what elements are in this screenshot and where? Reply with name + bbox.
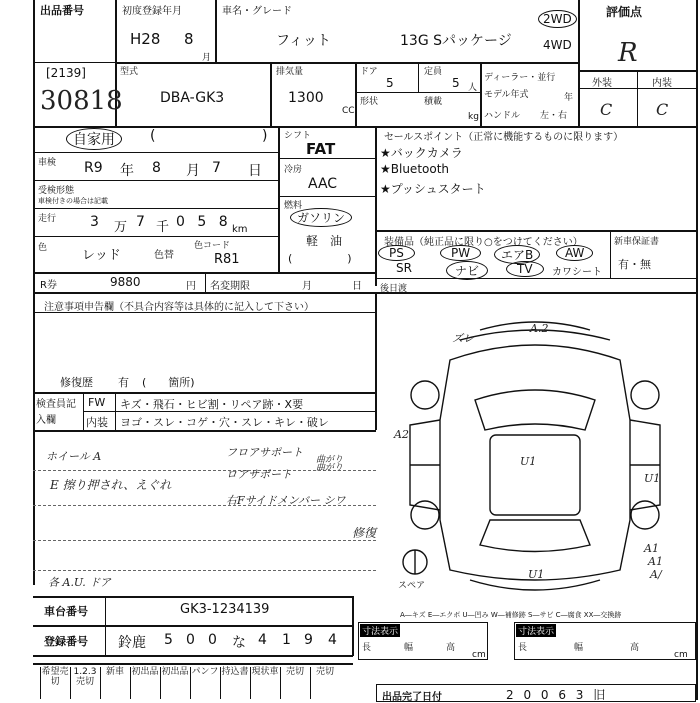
- damage-legend: A―キズ E―エクボ U―凹み W―補修跡 S―サビ C―腐食 XX―交換跡: [400, 611, 622, 619]
- shift-label: シフト: [284, 131, 312, 141]
- shaken-nen: 年: [120, 163, 134, 179]
- repair-paren: ( 箇所): [142, 376, 195, 389]
- shaken-month: 8: [152, 160, 161, 176]
- plate-digit-0: 5: [164, 632, 173, 648]
- color-code-label: 色コード: [194, 241, 231, 251]
- shaken-day: 7: [212, 160, 221, 176]
- recycle-value: 9880: [110, 275, 141, 289]
- length-label-left: 長: [362, 643, 372, 653]
- fw-label: FW: [88, 396, 106, 409]
- footer-tab-3: 初出品: [130, 667, 159, 699]
- usage-paren-close: ): [262, 128, 268, 144]
- capacity-value: 5: [452, 76, 460, 90]
- name-change-label: 名変期限: [210, 281, 250, 292]
- shaken-nichi: 日: [248, 163, 262, 179]
- caution-title: 注意事項申告欄（不具合内容等は具体的に記入して下さい）: [44, 302, 314, 313]
- height-label-left: 高: [446, 643, 456, 653]
- shaken-gatsu: 月: [186, 163, 200, 179]
- shift-value: FAT: [306, 140, 336, 158]
- color-label: 色: [38, 243, 48, 253]
- drive-2wd-circled: 2WD: [538, 10, 577, 28]
- footer-tab-0: 希望売切: [40, 667, 69, 699]
- size-label-right: 寸法表示: [516, 624, 556, 637]
- note-repair: 修復: [352, 526, 377, 540]
- plate-digit-2: 0: [208, 632, 217, 648]
- lot-number: 30818: [40, 86, 123, 116]
- plate-digit-6: 9: [304, 632, 313, 648]
- dealer-label: ディーラー・並行: [484, 73, 556, 83]
- name-change-month: 月: [302, 281, 312, 292]
- footer-tab-2: 新車: [100, 667, 129, 699]
- note-side-member: 右Fサイドメンバー シワ: [226, 494, 346, 507]
- plate-region: 鈴鹿: [118, 635, 146, 651]
- warranty-value: 有・無: [618, 258, 651, 271]
- size-label-left: 寸法表示: [360, 624, 400, 637]
- width-label-left: 幅: [404, 643, 414, 653]
- selling-point-1: ★バックカメラ: [380, 146, 463, 160]
- interior-items: ヨゴ・スレ・コゲ・穴・スレ・キレ・破レ: [120, 416, 329, 429]
- equip-sr: SR: [396, 261, 412, 275]
- year-unit: 年: [564, 93, 574, 103]
- shaken-label: 車検: [38, 158, 57, 168]
- mileage-man: 3: [90, 214, 99, 230]
- drive-4wd: 4WD: [543, 38, 572, 52]
- mileage-man-unit: 万: [114, 220, 128, 235]
- equip-tv: TV: [506, 261, 544, 277]
- recycle-label: R券: [40, 280, 57, 291]
- chassis-label: 車台番号: [44, 605, 88, 618]
- note-floor-bent: 曲がり: [316, 455, 344, 465]
- inspector-label: 検査員記入欄: [36, 399, 76, 426]
- shaken-era: R9: [84, 160, 103, 176]
- note-lower-bent: 曲がり: [316, 463, 344, 473]
- first-reg-era: H28: [130, 30, 161, 48]
- cm-right: cm: [674, 650, 688, 660]
- car-grade: 13G Sパッケージ: [400, 33, 512, 49]
- transfer-label: 受検形態: [38, 186, 75, 196]
- warranty-label: 新車保証書: [614, 237, 660, 247]
- handle-value: 左・右: [540, 111, 568, 121]
- name-change-day: 日: [352, 281, 362, 292]
- first-reg-label: 初度登録年月: [122, 6, 182, 17]
- equip-aw: AW: [556, 245, 593, 261]
- mark-a-slash: A/: [650, 568, 662, 581]
- exhibit-value: 2 0 0 6 3 旧: [506, 688, 609, 702]
- note-scrape: E 擦り押され、えぐれ: [50, 478, 172, 492]
- displacement-label: 排気量: [276, 67, 304, 77]
- cm-left: cm: [472, 650, 486, 660]
- mark-u1-rear: U1: [528, 568, 545, 581]
- car-name-label: 車名・グレード: [222, 6, 292, 17]
- footer-tab-1: 1.2.3売切: [70, 667, 99, 699]
- mileage-sen: 7: [136, 214, 145, 230]
- doors-value: 5: [386, 76, 394, 90]
- yen-unit: 円: [186, 281, 196, 292]
- usage-private-circled: 自家用: [66, 128, 122, 150]
- plate-digit-3: な: [232, 635, 246, 651]
- rating-value: R: [618, 38, 638, 68]
- shape-label: 形状: [360, 97, 379, 107]
- mileage-rest: 0 5 8: [176, 214, 232, 230]
- mark-zure: ズレ: [452, 332, 474, 345]
- repair-value: 有: [118, 376, 129, 389]
- mark-u1-roof: U1: [520, 455, 537, 468]
- interior-grade: C: [656, 100, 669, 119]
- equip-navi: ナビ: [446, 261, 488, 280]
- first-reg-month: 8: [184, 30, 194, 48]
- fuel-paren: ( ): [288, 252, 352, 265]
- spare-label: スペア: [398, 581, 426, 591]
- lot-label: 出品番号: [40, 4, 84, 17]
- exterior-grade: C: [600, 100, 613, 119]
- plate-digit-5: 1: [282, 632, 291, 648]
- car-name: フィット: [276, 33, 331, 49]
- doors-label: ドア: [360, 67, 378, 77]
- fw-items: キズ・飛石・ヒビ割・リペア跡・X要: [120, 398, 304, 411]
- mileage-label: 走行: [38, 214, 57, 224]
- equip-ps: PS: [378, 245, 415, 261]
- load-label: 積載: [424, 97, 443, 107]
- model-label: 型式: [120, 67, 139, 77]
- mark-a2-left: A2: [394, 428, 409, 441]
- note-wheel: ホイール A: [46, 450, 102, 463]
- kg-unit: kg: [468, 112, 479, 122]
- selling-point-2: ★Bluetooth: [380, 162, 450, 176]
- capacity-label: 定員: [424, 67, 443, 77]
- inspector-interior-label: 内装: [86, 416, 108, 429]
- footer-tab-6: 持込書: [220, 667, 249, 699]
- rating-label: 評価点: [606, 5, 643, 19]
- height-label-right: 高: [630, 643, 640, 653]
- model-value: DBA-GK3: [160, 90, 225, 106]
- plate-digit-7: 4: [328, 632, 337, 648]
- car-diagram: [380, 300, 690, 610]
- capacity-unit: 人: [468, 83, 478, 93]
- color-value: レッド: [82, 248, 121, 263]
- fuel-light-oil: 軽 油: [306, 234, 343, 248]
- mileage-sen-unit: 千: [156, 220, 170, 235]
- transfer-sub: 車検付きの場合は記載: [38, 197, 108, 205]
- interior-label: 内装: [652, 78, 672, 89]
- note-floor-support: フロアサポート: [226, 446, 303, 459]
- displacement-value: 1300: [288, 90, 324, 106]
- length-label-right: 長: [518, 643, 528, 653]
- repair-label: 修復歴: [60, 376, 93, 389]
- selling-point-3: ★プッシュスタート: [380, 182, 486, 196]
- km-unit: km: [232, 224, 248, 235]
- footer-tab-9: 売切: [310, 667, 339, 699]
- handle-label: ハンドル: [484, 111, 521, 121]
- plate-digit-1: 0: [186, 632, 195, 648]
- ac-value: AAC: [308, 176, 338, 192]
- plate-digit-4: 4: [258, 632, 267, 648]
- footer-tab-4: 初出品: [160, 667, 189, 699]
- width-label-right: 幅: [574, 643, 584, 653]
- stock-code: [2139]: [46, 66, 86, 80]
- color-code-value: R81: [214, 252, 240, 267]
- footer-tab-7: 現状車: [250, 667, 279, 699]
- selling-points-title: セールスポイント（正常に機能するものに限ります）: [384, 132, 624, 143]
- model-year-label: モデル年式: [484, 90, 529, 100]
- cc-unit: CC: [342, 106, 355, 116]
- color-change-label: 色替: [154, 250, 174, 261]
- mark-a1-rear: A1: [648, 555, 663, 568]
- chassis-number: GK3-1234139: [180, 602, 270, 617]
- fuel-label: 燃料: [284, 201, 303, 211]
- exterior-label: 外装: [592, 78, 612, 89]
- month-unit: 月: [202, 53, 212, 63]
- note-lower-support: ロアサポート: [226, 468, 292, 481]
- note-doors: 各 A.U. ドア: [48, 576, 111, 589]
- equip-pw: PW: [440, 245, 481, 261]
- mark-a2-top: A.2: [530, 322, 549, 335]
- usage-paren-open: (: [150, 128, 156, 144]
- equip-leather-seat: カワシート: [552, 267, 602, 278]
- ac-label: 冷房: [284, 165, 303, 175]
- later-delivery-label: 後日渡: [380, 284, 408, 294]
- footer-tab-5: パンフ: [190, 667, 219, 699]
- mark-u1-right: U1: [644, 472, 661, 485]
- exhibit-label: 出品完了日付: [382, 692, 442, 703]
- mark-a1-right: A1: [644, 542, 659, 555]
- plate-label: 登録番号: [44, 635, 88, 648]
- fuel-gasoline-circled: ガソリン: [290, 208, 352, 227]
- equipment-title: 装備品（純正品に限り○をつけてください）: [384, 237, 583, 248]
- equip-airbag: エアB: [494, 245, 540, 264]
- footer-tab-8: 売切: [280, 667, 309, 699]
